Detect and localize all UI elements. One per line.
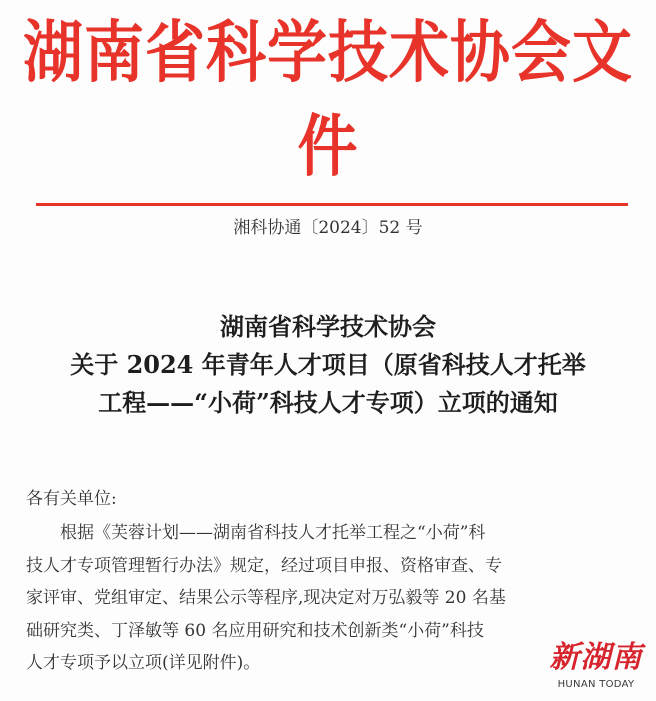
masthead-title: 湖南省科学技术协会文件 [23,13,633,187]
salutation: 各有关单位: [26,489,117,509]
watermark-logo-text: 新湖南 [549,640,643,675]
watermark-english-text: HUNAN TODAY [557,679,635,690]
hunan-today-watermark [542,640,650,696]
body-line: 家评审、党组审定、结果公示等程序,现决定对万弘毅等 20 名基 [26,588,506,608]
body-line: 技人才专项管理暂行办法》规定，经过项目申报、资格审查、专 [26,555,502,576]
body-line: 根据《芙蓉计划——湖南省科技人才托举工程之“小荷”科 [60,523,486,543]
title-line: 关于 2024 年青年人才项目（原省科技人才托举 [70,350,586,379]
body-line: 人才专项予以立项(详见附件)。 [26,653,261,673]
document-number: 湘科协通〔2024〕52 号 [233,218,423,238]
title-line: 湖南省科学技术协会 [220,312,436,341]
body-paragraph [26,517,626,680]
title-line: 工程——“小荷”科技人才专项）立项的通知 [98,388,558,417]
red-divider-rule [36,203,628,206]
notice-title [20,308,636,422]
body-line: 础研究类、丁泽敏等 60 名应用研究和技术创新类“小荷”科技 [26,620,484,641]
